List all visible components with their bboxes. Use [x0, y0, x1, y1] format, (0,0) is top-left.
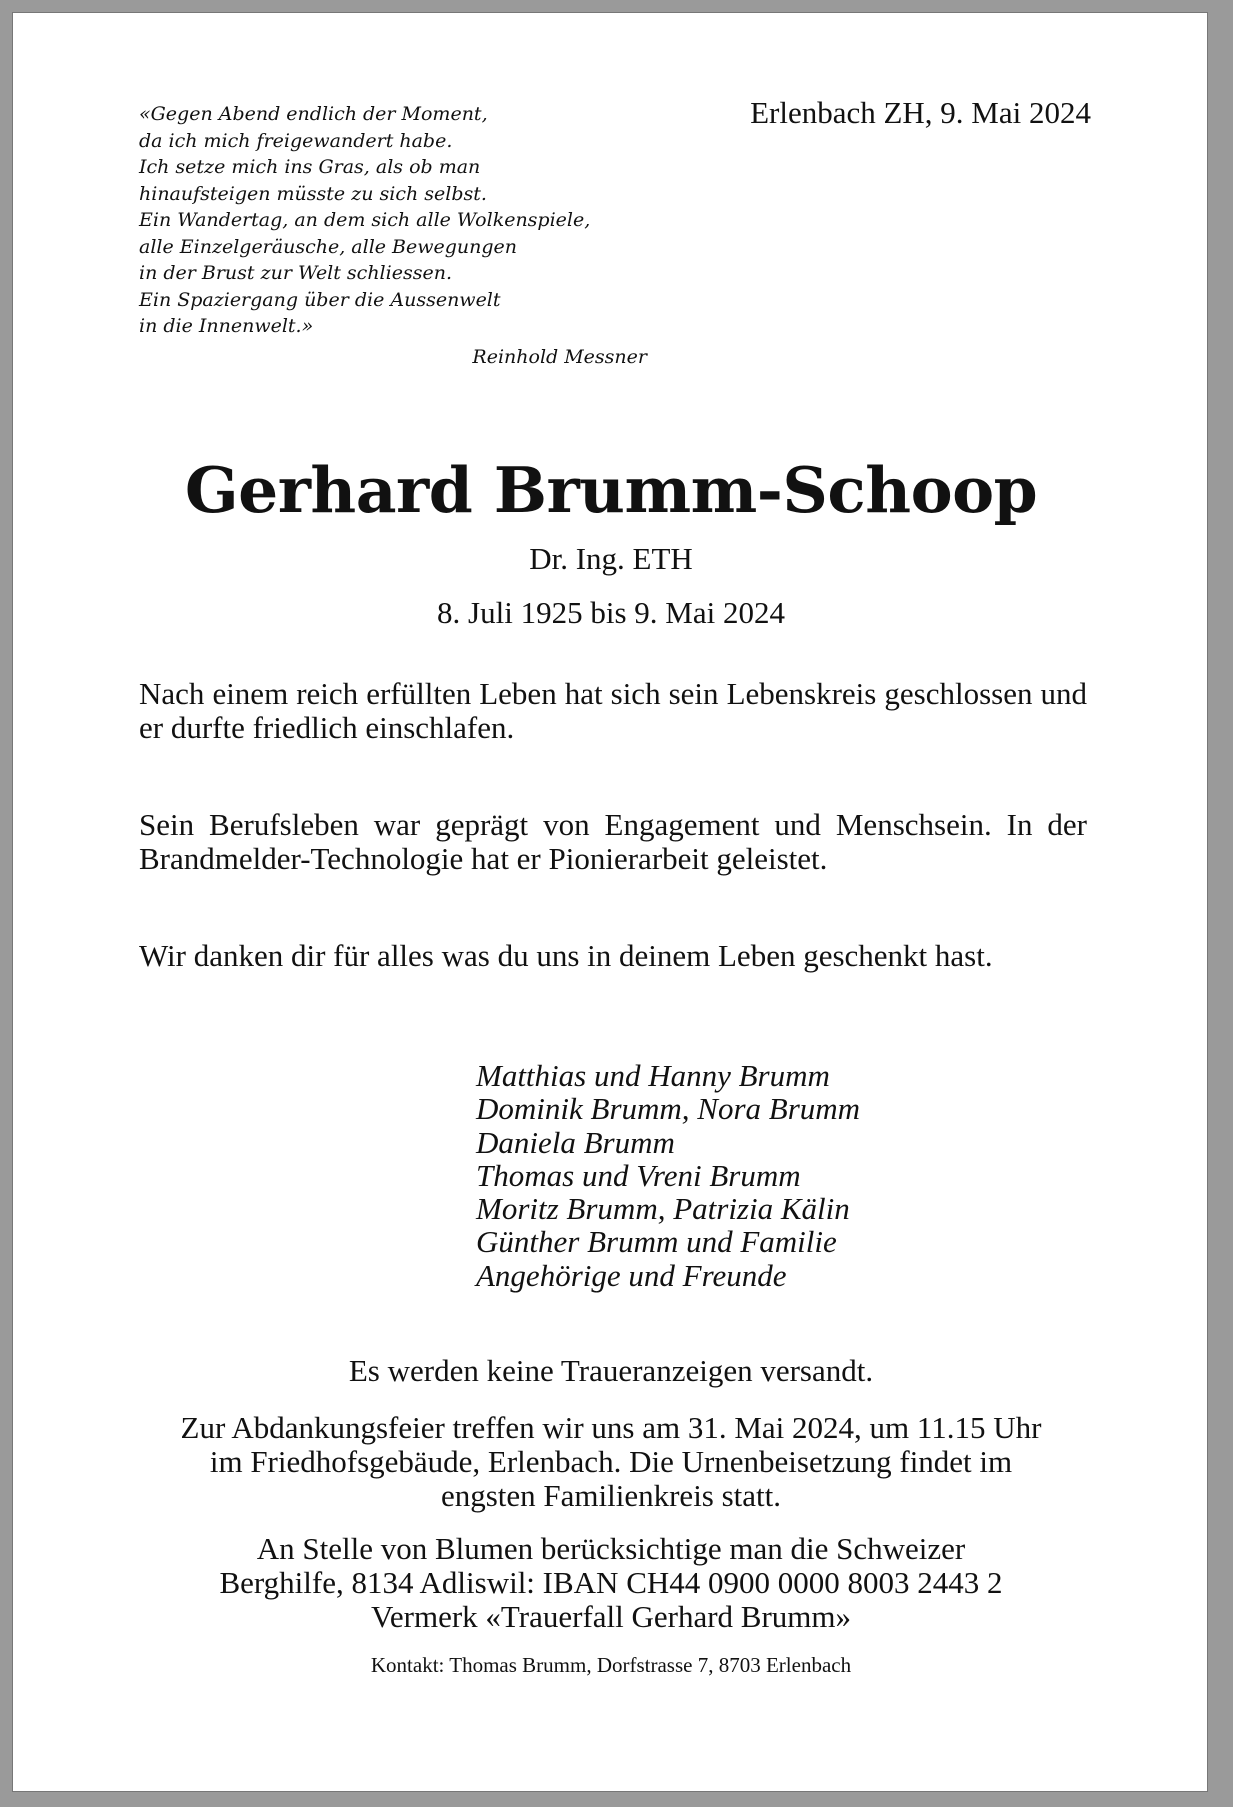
- quote-line: Ich setze mich ins Gras, als ob man: [139, 156, 481, 178]
- deceased-title: Dr. Ing. ETH: [529, 541, 693, 576]
- mourner-entry: Moritz Brumm, Patrizia Kälin: [476, 1191, 850, 1227]
- place-date: Erlenbach ZH, 9. Mai 2024: [750, 95, 1091, 130]
- paragraph-thanks: Wir danken dir für alles was du uns in deinem Leben geschenkt hast.: [139, 938, 993, 973]
- paragraph-life: Nach einem reich erfüllten Leben hat sich sein Lebenskreis geschlossen und er durfte friedlich einschlafen.: [139, 676, 1087, 745]
- mourner-entry: Thomas und Vreni Brumm: [476, 1157, 801, 1193]
- quote-line: Ein Spaziergang über die Aussenwelt: [139, 288, 501, 311]
- poem-quote: [139, 101, 659, 340]
- contact-line: Kontakt: Thomas Brumm, Dorfstrasse 7, 8703 Erlenbach: [370, 1653, 852, 1677]
- paragraph-career: Sein Berufsleben war geprägt von Engagement und Menschsein. In der Brandmelder-Technologie hat er Pionierarbeit geleistet.: [139, 807, 1087, 876]
- deceased-name: Gerhard Brumm-Schoop: [184, 453, 1038, 527]
- ceremony-line: engsten Familienkreis statt.: [440, 1478, 782, 1513]
- quote-line: da ich mich freigewandert habe.: [139, 129, 453, 152]
- quote-author: Reinhold Messner: [472, 346, 647, 368]
- obituary-page: [12, 12, 1208, 1792]
- mourner-entry: Dominik Brumm, Nora Brumm: [476, 1091, 861, 1127]
- quote-line: in die Innenwelt.»: [139, 315, 314, 337]
- quote-line: «Gegen Abend endlich der Moment,: [139, 103, 488, 125]
- mourners-list: [476, 1059, 860, 1292]
- quote-line: hinaufsteigen müsste zu sich selbst.: [139, 182, 487, 205]
- deceased-lifespan: 8. Juli 1925 bis 9. Mai 2024: [437, 595, 785, 630]
- mourner-entry: Matthias und Hanny Brumm: [476, 1058, 830, 1093]
- donation-line: Vermerk «Trauerfall Gerhard Brumm»: [370, 1599, 852, 1634]
- ceremony-line: im Friedhofsgebäude, Erlenbach. Die Urnenbeisetzung findet im: [209, 1444, 1013, 1479]
- notice-ceremony: [13, 1411, 1209, 1513]
- donation-line: Berghilfe, 8134 Adliswil: IBAN CH44 0900 0000 8003 2443 2: [219, 1565, 1003, 1600]
- ceremony-line: Zur Abdankungsfeier treffen wir uns am 31. Mai 2024, um 11.15 Uhr: [180, 1410, 1042, 1445]
- mourner-entry: Angehörige und Freunde: [476, 1257, 787, 1293]
- mourner-entry: Günther Brumm und Familie: [476, 1224, 837, 1260]
- quote-line: alle Einzelgeräusche, alle Bewegungen: [139, 235, 518, 258]
- donation-line: An Stelle von Blumen berücksichtige man die Schweizer: [256, 1531, 966, 1566]
- mourner-entry: Daniela Brumm: [476, 1124, 675, 1160]
- notice-no-cards: Es werden keine Traueranzeigen versandt.: [348, 1353, 874, 1388]
- quote-line: Ein Wandertag, an dem sich alle Wolkenspiele,: [139, 209, 591, 231]
- notice-donation: [13, 1532, 1209, 1634]
- quote-line: in der Brust zur Welt schliessen.: [139, 262, 452, 284]
